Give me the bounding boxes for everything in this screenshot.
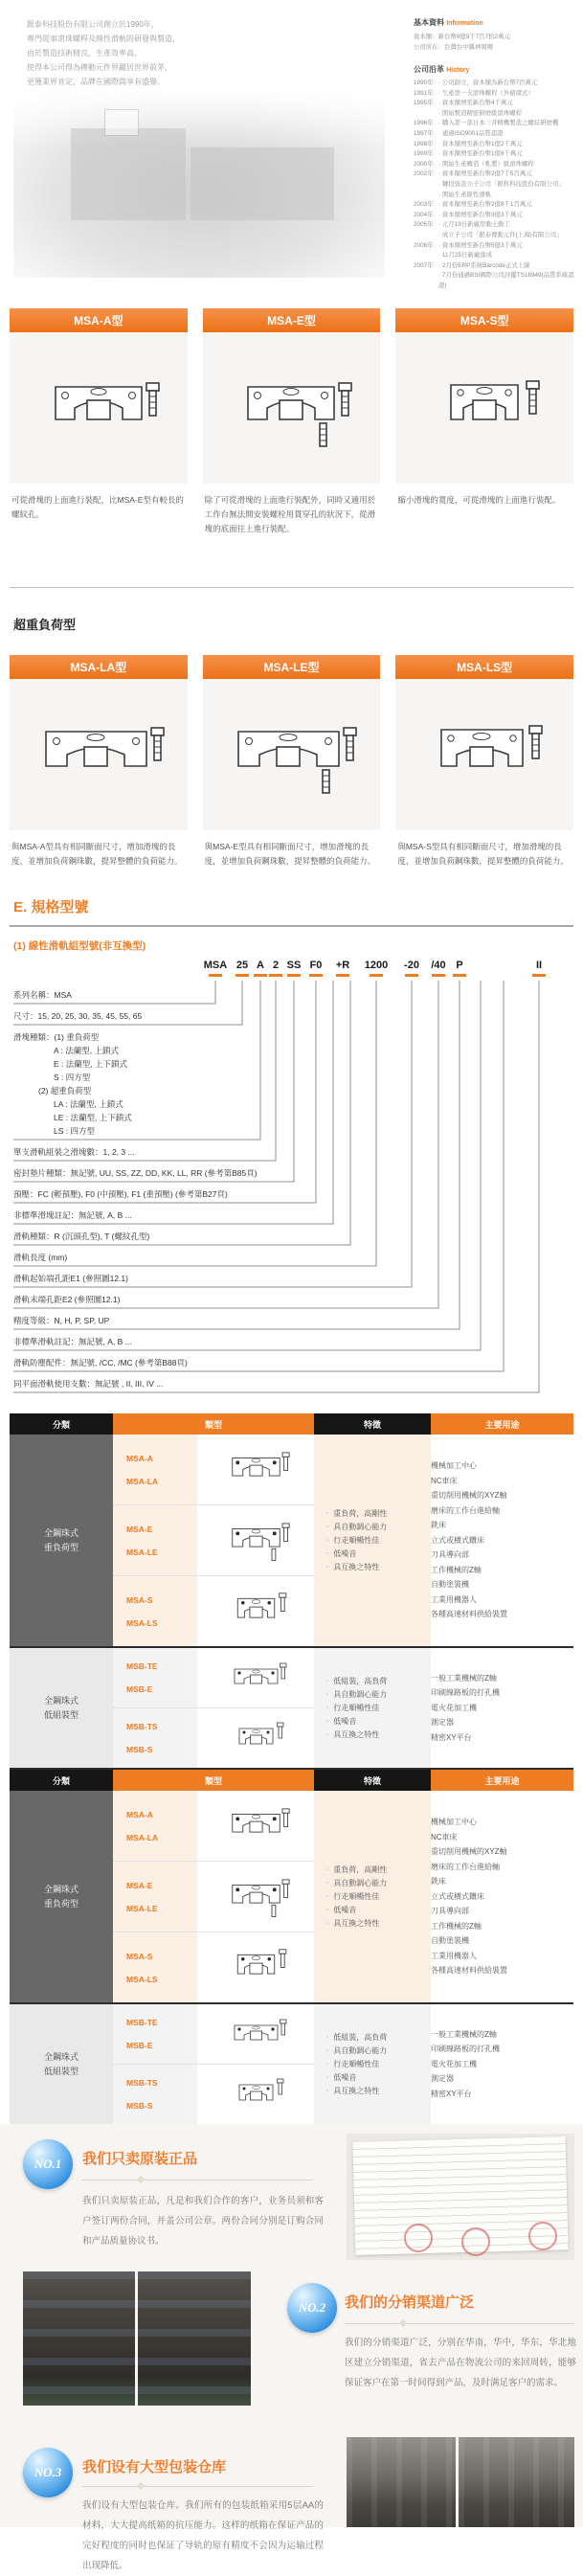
model-code-token: P bbox=[456, 960, 463, 971]
spec-row: 單支滑軌組裝之滑塊數：1, 2, 3 ... bbox=[13, 1147, 135, 1157]
product-card bbox=[395, 308, 573, 536]
model-label: MSA-E bbox=[126, 1524, 153, 1534]
card-caption: 除了可從滑塊的上面進行裝配外，同時又適用於工作台無法開安裝螺栓用貫穿孔的狀況下，從滑塊的底面往上進行裝配。 bbox=[204, 495, 376, 533]
category-cell: 全鋼珠式 重負荷型 bbox=[10, 1791, 113, 2003]
history-entry: 2000年 · 開始生產轉造（軋製）級滾珠螺桿 bbox=[414, 160, 578, 170]
history-entry: 2002年 · 資本額增至新台幣2億7千5百萬元 · 轉投資設立子公司「銀科科技股份有限公司」 · 開始生產線性滑軌 bbox=[414, 169, 578, 200]
model-label: MSB-TS bbox=[126, 1722, 158, 1731]
model-code-token: /40 bbox=[431, 960, 446, 971]
uses-cell: 機械加工中心 NC車床 重切削用機械的XYZ軸 磨床的工作台進給軸 銑床 立式或橫式鑽床 刀具導向部 工作機械的Z軸 自動塗裝機 工業用機器人 各種高速材料供給裝置 bbox=[431, 1435, 573, 1647]
model-label: MSA-LA bbox=[126, 1476, 159, 1486]
guide-block-thumb bbox=[211, 1514, 302, 1567]
model-code-token: 1200 bbox=[364, 960, 389, 971]
card-title-bar: MSA-LS型 bbox=[395, 655, 573, 679]
spec-row: 滑軌長度 (mm) bbox=[13, 1253, 68, 1262]
intro-line: 專門從事滾珠螺桿及線性滑軌的研發與製造， bbox=[27, 34, 180, 43]
promo-text-1: 我们只卖原装正品，凡是和我们合作的客户，业务员须和客户签订两份合同，并盖公司公章。两份合同分别是订购合同和产品质量协议书。 bbox=[82, 2196, 324, 2247]
red-stamp bbox=[528, 2222, 557, 2250]
category-cell: 全鋼珠式 低組裝型 bbox=[10, 2003, 113, 2125]
spec-row-block: 滑塊種類：(1) 重負荷型 A : 法蘭型, 上鎖式 E : 法蘭型, 上下鎖式 S : 四方型 (2) 超重負荷型 LA : 法蘭型, 上鎖式 LE : 法蘭型, 上下鎖式 LS : 四方型 bbox=[13, 1032, 132, 1136]
history-entry: 1991年 · 生產第一支滾珠螺桿（外循環式） bbox=[414, 89, 578, 100]
building-shape bbox=[191, 147, 334, 220]
product-card bbox=[10, 308, 188, 536]
history-entry: 2004年 · 資本額增至新台幣3億3千萬元 bbox=[414, 211, 578, 221]
table-header-cell: 類型 bbox=[113, 1413, 314, 1435]
history-entry: 2005年 · 元月19日新廠房動土動工 · 成立子公司「銀泰傳動元件(上海)有限公司」 bbox=[414, 220, 578, 240]
contract-photo bbox=[347, 2134, 574, 2260]
model-cell bbox=[113, 1791, 314, 1862]
card-image-area bbox=[395, 679, 573, 830]
guide-block-thumb bbox=[211, 1443, 302, 1496]
guide-block-thumb bbox=[211, 1714, 302, 1762]
product-card bbox=[203, 655, 381, 869]
card-title-bar: MSA-LE型 bbox=[203, 655, 381, 679]
category-cell: 全鋼珠式 重負荷型 bbox=[10, 1435, 113, 1647]
model-cell bbox=[113, 1708, 314, 1770]
category-cell: 全鋼珠式 低組裝型 bbox=[10, 1647, 113, 1769]
warehouse-photo-1 bbox=[23, 2271, 135, 2406]
features-cell: ‧ 低組裝，高負荷 ‧ 具自動調心能力 ‧ 行走順暢性佳 ‧ 低噪音 ‧ 具互換之特性 bbox=[314, 1647, 431, 1769]
card-caption: 縮小滑塊的寬度，可從滑塊的上面進行裝配。 bbox=[397, 495, 561, 505]
model-label: MSA-LE bbox=[126, 1903, 158, 1913]
model-cell bbox=[113, 1576, 314, 1648]
model-code-token: 2 bbox=[272, 960, 280, 971]
spec-row: 尺寸：15, 20, 25, 30, 35, 45, 55, 65 bbox=[13, 1011, 143, 1021]
uses-cell: 機械加工中心 NC車床 重切削用機械的XYZ軸 磨床的工作台進給軸 銑床 立式或橫式鑽床 刀具導向部 工作機械的Z軸 自動塗裝機 工業用機器人 各種高速材料供給裝置 bbox=[431, 1791, 573, 2003]
history-entry: 1995年 · 資本額增至新台幣4千萬元 · 開始製造精密研磨級滾珠螺桿 bbox=[414, 99, 578, 119]
model-label: MSB-S bbox=[126, 2101, 153, 2111]
spec-row: 非標準滑軌註記：無記號, A, B ... bbox=[13, 1337, 132, 1346]
history-entry: 1997年 · 通過ISO9001品質認證 bbox=[414, 129, 578, 140]
promo-badge-3: NO.3 bbox=[23, 2448, 73, 2497]
card-title-bar: MSA-S型 bbox=[395, 308, 573, 332]
promo-divider bbox=[82, 2180, 312, 2181]
model-label: MSB-E bbox=[126, 1684, 153, 1694]
section-divider bbox=[10, 587, 573, 588]
model-cell bbox=[113, 1505, 314, 1576]
model-label: MSA-LE bbox=[126, 1547, 158, 1557]
spec-row: 精度等級：N, H, P, SP, UP bbox=[13, 1316, 110, 1325]
model-code-token: -20 bbox=[404, 960, 419, 971]
guide-block-thumb bbox=[211, 1585, 302, 1638]
spec-underline bbox=[10, 925, 573, 927]
model-label: MSB-TE bbox=[126, 2018, 158, 2027]
history-section bbox=[414, 64, 578, 291]
guide-block-thumb bbox=[211, 2010, 302, 2058]
features-cell: ‧ 低組裝，高負荷 ‧ 具自動調心能力 ‧ 行走順暢性佳 ‧ 低噪音 ‧ 具互換之特性 bbox=[314, 2003, 431, 2125]
card-caption: 與MSA-A型具有相同斷面尺寸，增加滑塊的長度，並增加負荷鋼珠數，提昇整體的負荷能力。 bbox=[11, 842, 183, 866]
history-entry: 2003年 · 資本額增至新台幣2億8千1百萬元 bbox=[414, 200, 578, 211]
model-cell bbox=[113, 2003, 314, 2065]
linear-guide-illustration bbox=[219, 707, 363, 802]
factory-photo-1 bbox=[347, 2437, 456, 2527]
spec-row: 非標準滑塊註記：無記號, A, B ... bbox=[13, 1210, 132, 1220]
card-image-area bbox=[395, 332, 573, 484]
guide-block-thumb bbox=[211, 1799, 302, 1852]
guide-block-thumb bbox=[211, 1654, 302, 1702]
red-stamp bbox=[461, 2227, 490, 2256]
linear-guide-illustration bbox=[27, 707, 170, 802]
product-card bbox=[395, 655, 573, 869]
card-caption: 與MSA-E型具有相同斷面尺寸，增加滑塊的長度，並增加負荷鋼珠數，提昇整體的負荷能力。 bbox=[204, 842, 376, 866]
history-entry: 1996年 · 購入第一部日本三井精機製造之螺紋研磨機 bbox=[414, 119, 578, 129]
promo-badge-2: NO.2 bbox=[287, 2283, 337, 2333]
logo-sign bbox=[104, 109, 139, 136]
spec-row: 滑軌防塵配件：無記號, /CC, /MC (參考第B88頁) bbox=[13, 1358, 188, 1367]
model-cell bbox=[113, 1862, 314, 1932]
promo-title-2: 我们的分销渠道广泛 bbox=[345, 2294, 475, 2311]
product-cards-heavy bbox=[10, 308, 573, 536]
product-card bbox=[203, 308, 381, 536]
table-header-cell: 特徵 bbox=[314, 1770, 431, 1791]
model-label: MSB-S bbox=[126, 1745, 153, 1754]
uses-cell: 一般工業機械的Z軸 印刷線路板的打孔機 電火花加工機 測定器 精密XY平台 bbox=[431, 2003, 573, 2125]
building-shape bbox=[71, 128, 186, 220]
warehouse-photo-2 bbox=[138, 2271, 251, 2406]
model-code-token: SS bbox=[286, 960, 302, 971]
table-header-cell: 特徵 bbox=[314, 1413, 431, 1435]
promo-divider bbox=[345, 2323, 574, 2324]
model-label: MSA-LS bbox=[126, 1617, 158, 1628]
table-header-cell: 主要用途 bbox=[431, 1413, 573, 1435]
history-entry: 2007年 · 2月份ERP系統Barcode正式上線 · 7月份通過BSI國際公司評鑑TS16949(品質系統認證) bbox=[414, 261, 578, 292]
intro-line: 使得本公司得為傳動元件界躍居世界前茅， bbox=[27, 63, 172, 72]
model-cell bbox=[113, 2065, 314, 2126]
model-label: MSA-S bbox=[126, 1594, 153, 1605]
history-entry: 1999年 · 資本額增至新台幣1億8千萬元 bbox=[414, 149, 578, 160]
features-cell: ‧ 重負荷，高剛性 ‧ 具自動調心能力 ‧ 行走順暢性佳 ‧ 低噪音 ‧ 具互換之特性 bbox=[314, 1791, 431, 2003]
features-cell: ‧ 重負荷，高剛性 ‧ 具自動調心能力 ‧ 行走順暢性佳 ‧ 低噪音 ‧ 具互換之特性 bbox=[314, 1435, 431, 1647]
spec-row: 同平面滑軌使用支數：無記號 , II, III, IV ... bbox=[13, 1379, 164, 1389]
history-entry: 2006年 · 資本額增至新台幣5億3千萬元 · 11月25日新廠落成 bbox=[414, 241, 578, 261]
promo-divider bbox=[82, 2486, 312, 2487]
model-label: MSB-TS bbox=[126, 2078, 158, 2088]
spec-row: 預壓：FC (輕預壓), F0 (中預壓), F1 (重預壓) (參考第B27頁) bbox=[13, 1189, 228, 1199]
history-entry: 1998年 · 資本額增至新台幣1億2千萬元 bbox=[414, 140, 578, 150]
company-intro bbox=[27, 17, 180, 89]
model-label: MSA-A bbox=[126, 1809, 153, 1819]
capital-line: 資本額：新台幣9億9千7百7拾2萬元 bbox=[414, 34, 510, 40]
linear-guide-illustration bbox=[224, 360, 358, 456]
model-code-token: A bbox=[257, 960, 264, 971]
card-image-area bbox=[203, 679, 381, 830]
spec-row: 密封墊片種類：無記號, UU, SS, ZZ, DD, KK, LL, RR (參考第B85頁) bbox=[13, 1168, 258, 1178]
model-label: MSB-E bbox=[126, 2041, 153, 2050]
model-label: MSA-A bbox=[126, 1453, 153, 1463]
table-header-cell: 類型 bbox=[113, 1770, 314, 1791]
intro-line: 銀泰科技股份有限公司創立於1990年， bbox=[27, 20, 159, 29]
uses-cell: 一般工業機械的Z軸 印刷線路板的打孔機 電火花加工機 測定器 精密XY平台 bbox=[431, 1647, 573, 1769]
card-caption: 可從滑塊的上面進行裝配，比MSA-E型有較長的螺紋孔。 bbox=[11, 495, 184, 519]
model-code-token: +R bbox=[335, 960, 350, 971]
table-header-cell: 分類 bbox=[10, 1770, 113, 1791]
model-code-diagram bbox=[10, 960, 573, 1398]
intro-line: 由於製造技術精良，生產效率高， bbox=[27, 49, 142, 57]
basic-info-title: 基本資料 Information bbox=[414, 18, 483, 27]
catalog-table-1 bbox=[10, 1413, 573, 1770]
model-code-token: 25 bbox=[235, 960, 249, 971]
extra-heavy-section-title: 超重負荷型 bbox=[13, 618, 77, 632]
guide-block-thumb bbox=[211, 1941, 302, 1994]
spec-row: 滑軌起始端孔距E1 (參照圖12.1) bbox=[13, 1274, 128, 1283]
product-card bbox=[10, 655, 188, 869]
card-title-bar: MSA-A型 bbox=[10, 308, 188, 332]
catalog-table-2 bbox=[10, 1770, 573, 2126]
code-ladder-lines bbox=[10, 960, 573, 1398]
spec-section-title: E. 規格型號 bbox=[13, 899, 89, 915]
guide-block-thumb bbox=[211, 1870, 302, 1923]
model-code-token: II bbox=[535, 960, 543, 971]
promo-text-3: 我们设有大型包装仓库。我们所有的包装纸箱采用5层AA的材料，大大提高纸箱的抗压能力。这样的纸箱在保证产品的完好程度的同时也保证了导轨的原有精度不会因为运输过程出现降低。 bbox=[82, 2500, 324, 2571]
promo-title-1: 我们只卖原装正品 bbox=[82, 2151, 198, 2167]
model-label: MSA-S bbox=[126, 1951, 153, 1961]
spec-row: 滑軌種類：R (沉頭孔型), T (螺紋孔型) bbox=[13, 1232, 150, 1241]
card-image-area bbox=[203, 332, 381, 484]
product-cards-extra-heavy bbox=[10, 655, 573, 869]
spec-row: 系列名稱：MSA bbox=[13, 990, 72, 1000]
history-title-en: History bbox=[446, 67, 470, 74]
card-image-area bbox=[10, 679, 188, 830]
card-title-bar: MSA-E型 bbox=[203, 308, 381, 332]
guide-block-thumb bbox=[211, 2070, 302, 2118]
spec-subsection-title: (1) 線性滑軌組型號(非互換型) bbox=[13, 940, 146, 952]
company-info-column bbox=[414, 17, 578, 291]
promo-title-3: 我们设有大型包装仓库 bbox=[82, 2459, 227, 2475]
history-entry: 1990年 · 公司創立，資本額為新台幣7百萬元 bbox=[414, 79, 578, 89]
table-header-cell: 分類 bbox=[10, 1413, 113, 1435]
model-cell bbox=[113, 1932, 314, 2004]
model-code-token: F0 bbox=[309, 960, 323, 971]
model-label: MSA-E bbox=[126, 1880, 153, 1890]
factory-photo-2 bbox=[459, 2437, 574, 2527]
promo-badge-1: NO.1 bbox=[23, 2139, 73, 2189]
model-cell bbox=[113, 1647, 314, 1708]
model-label: MSA-LS bbox=[126, 1974, 158, 1984]
card-image-area bbox=[10, 332, 188, 484]
card-title-bar: MSA-LA型 bbox=[10, 655, 188, 679]
spec-row: 滑軌末端孔距E2 (參照圖12.1) bbox=[13, 1295, 121, 1304]
linear-guide-illustration bbox=[417, 360, 551, 456]
location-line: 公司所在：台灣台中縣神岡鄉 bbox=[414, 44, 494, 51]
promo-text-2: 我们的分销渠道广泛，分别在华南，华中，华东，华北地区建立分销渠道，省去产品在物流公司的来回周转，能够保证客户在第一时间得到产品，及时满足客户的需求。 bbox=[345, 2338, 576, 2388]
red-stamp bbox=[404, 2224, 433, 2252]
model-cell bbox=[113, 1435, 314, 1505]
factory-building-photo bbox=[13, 92, 385, 278]
model-label: MSB-TE bbox=[126, 1661, 158, 1671]
model-code-token: MSA bbox=[203, 960, 228, 971]
history-title: 公司沿革 History bbox=[414, 65, 470, 74]
model-label: MSA-LA bbox=[126, 1832, 159, 1842]
linear-guide-illustration bbox=[32, 360, 166, 456]
basic-info-title-en: Information bbox=[446, 20, 483, 27]
intro-line: 更獲業界肯定，品牌在國際間享有盛譽。 bbox=[27, 78, 165, 86]
linear-guide-illustration bbox=[413, 707, 556, 802]
card-caption: 與MSA-S型具有相同斷面尺寸，增加滑塊的長度，並增加負荷鋼珠數，提昇整體的負荷能力。 bbox=[397, 842, 569, 866]
table-header-cell: 主要用途 bbox=[431, 1770, 573, 1791]
